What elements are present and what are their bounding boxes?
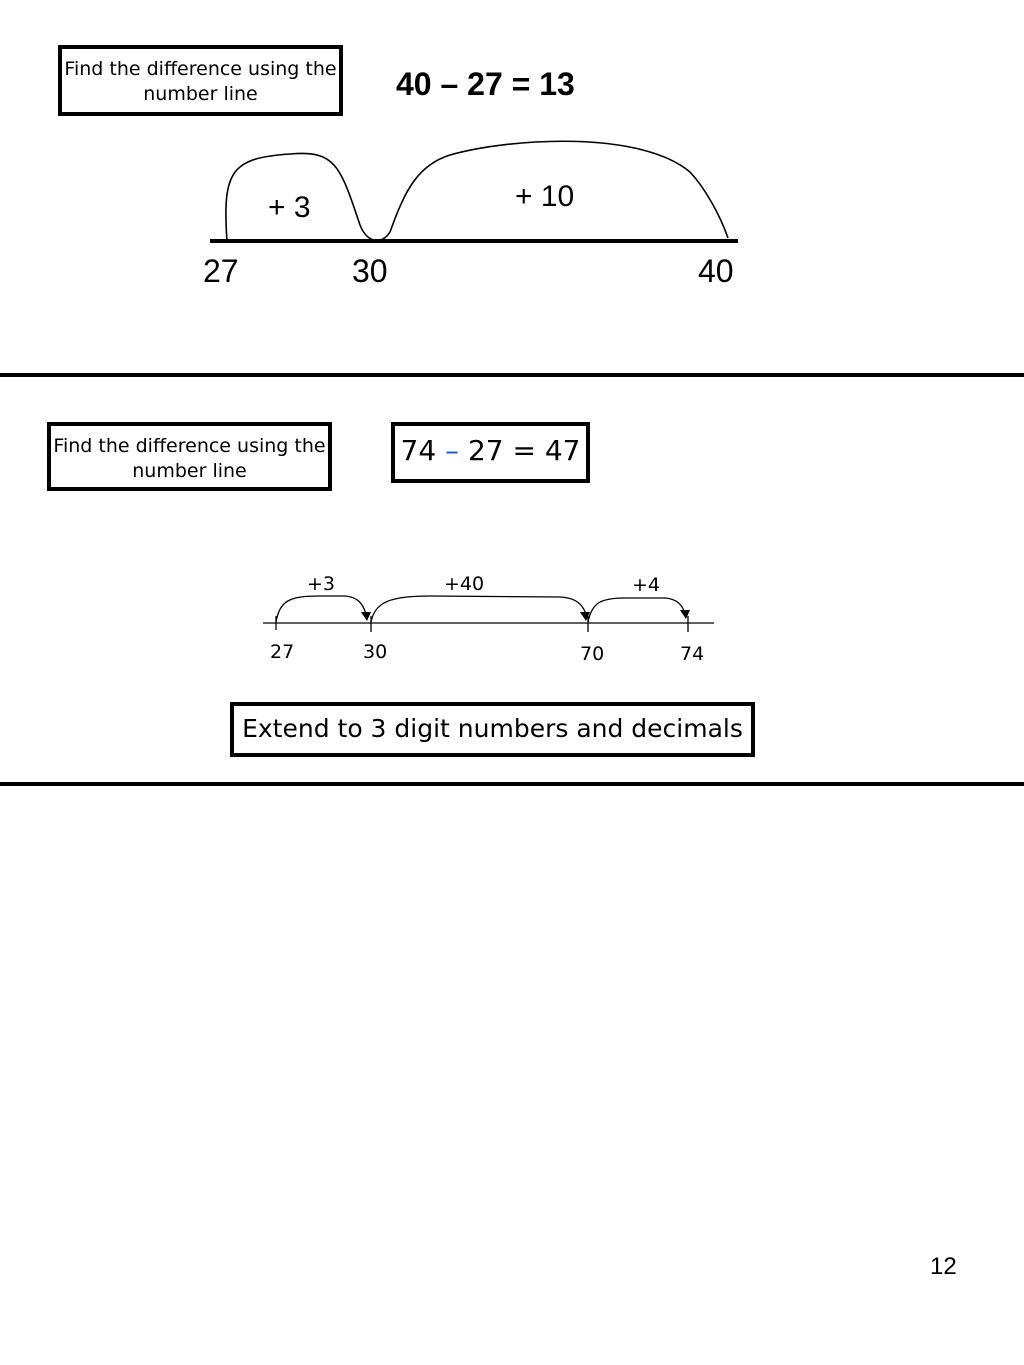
instruction-text: Find the difference using the number line: [64, 58, 337, 105]
equation-box: [391, 422, 590, 483]
jump-arc: [276, 596, 366, 622]
tick-label: 40: [698, 253, 734, 289]
number-line-bottom: [263, 573, 714, 665]
equation-operator: –: [445, 434, 460, 467]
extension-text: Extend to 3 digit numbers and decimals: [242, 714, 743, 743]
jump-label: +40: [444, 573, 485, 595]
jump-label: + 3: [268, 191, 311, 224]
tick-label: 27: [203, 253, 239, 289]
jump-arc: [371, 596, 586, 622]
tick-label: 30: [363, 641, 388, 663]
equation-top: 40 – 27 = 13: [396, 66, 575, 102]
arrowhead: [361, 612, 371, 621]
tick-label: 30: [352, 253, 388, 289]
extension-box: [230, 702, 755, 757]
jump-arc: [588, 598, 685, 622]
instruction-text: Find the difference using the number line: [53, 435, 326, 482]
tick-label: 70: [580, 643, 605, 665]
number-line-top: [203, 141, 738, 289]
jump-label: +3: [307, 573, 336, 595]
equation-right: 27 = 47: [467, 434, 581, 467]
tick-label: 74: [680, 643, 705, 665]
page-number: 12: [930, 1253, 957, 1280]
instruction-box-middle: [47, 422, 332, 491]
divider-bottom: [0, 782, 1024, 786]
tick-label: 27: [270, 641, 295, 663]
equation-left: 74: [400, 434, 437, 467]
jump-label: +4: [632, 574, 661, 596]
jump-label: + 10: [515, 180, 575, 213]
divider-top: [0, 373, 1024, 377]
